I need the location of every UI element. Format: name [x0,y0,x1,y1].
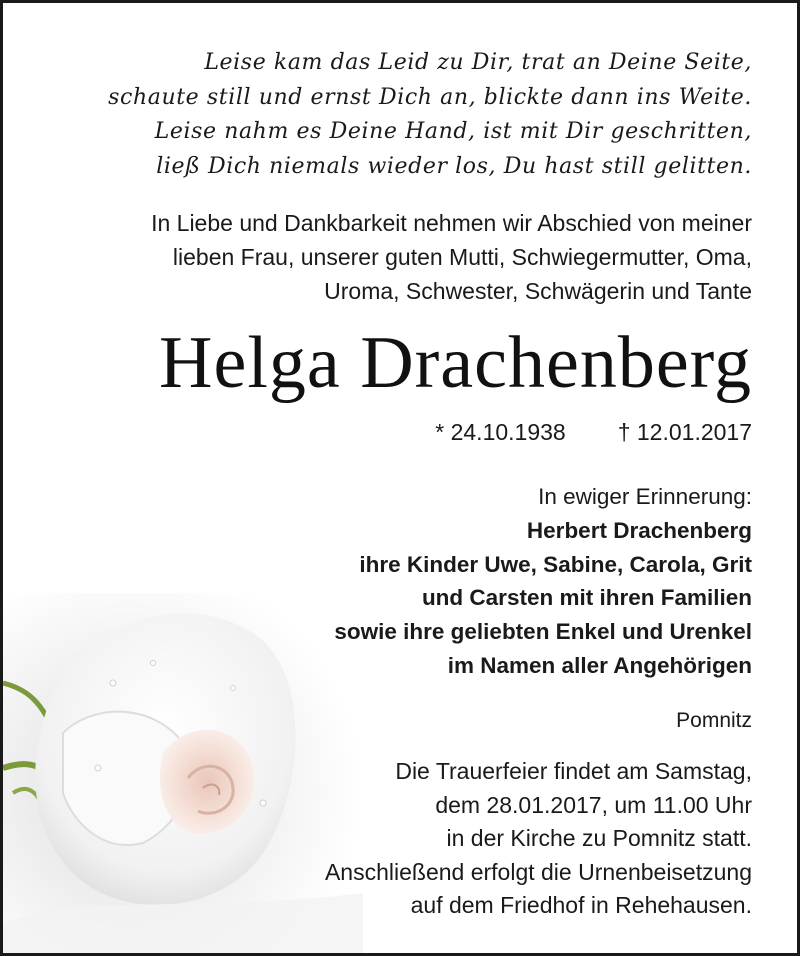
place-name: Pomnitz [676,709,752,732]
poem-verse [108,46,752,184]
mourners-list [334,480,752,683]
poem-line: Leise kam das Leid zu Dir, trat an Deine Seite, [204,50,752,75]
funeral-line: auf dem Friedhof in Rehehausen. [410,892,752,918]
mourner-line: sowie ihre geliebten Enkel und Urenkel [334,619,752,645]
intro-line: In Liebe und Dankbarkeit nehmen wir Abschied von meiner [151,210,752,236]
poem-line: schaute still und ernst Dich an, blickte dann ins Weite. [108,84,752,110]
mourners-heading: In ewiger Erinnerung: [538,484,752,509]
mourner-line: ihre Kinder Uwe, Sabine, Carola, Grit [359,551,752,577]
poem-line: Leise nahm es Deine Hand, ist mit Dir geschritten, [154,119,752,144]
mourner-line: im Namen aller Angehörigen [447,652,752,678]
deceased-name: Helga Drachenberg [159,322,752,404]
mourner-line: und Carsten mit ihren Familien [421,585,752,611]
white-rose-image [3,593,363,953]
funeral-line: Anschließend erfolgt die Urnenbeisetzung [324,858,752,885]
life-dates [435,417,752,447]
birth-date: * 24.10.1938 [435,419,566,445]
farewell-intro [151,206,752,308]
funeral-line: Die Trauerfeier findet am Samstag, [395,758,752,784]
mourner-line: Herbert Drachenberg [526,517,752,543]
funeral-line: in der Kirche zu Pomnitz statt. [446,825,752,851]
intro-line: Uroma, Schwester, Schwägerin und Tante [324,278,752,304]
intro-line: lieben Frau, unserer guten Mutti, Schwiegermutter, Oma, [172,244,752,270]
funeral-details [325,755,752,923]
death-date: † 12.01.2017 [617,419,752,445]
poem-line: ließ Dich niemals wieder los, Du hast still gelitten. [156,153,752,179]
funeral-line: dem 28.01.2017, um 11.00 Uhr [435,791,752,818]
